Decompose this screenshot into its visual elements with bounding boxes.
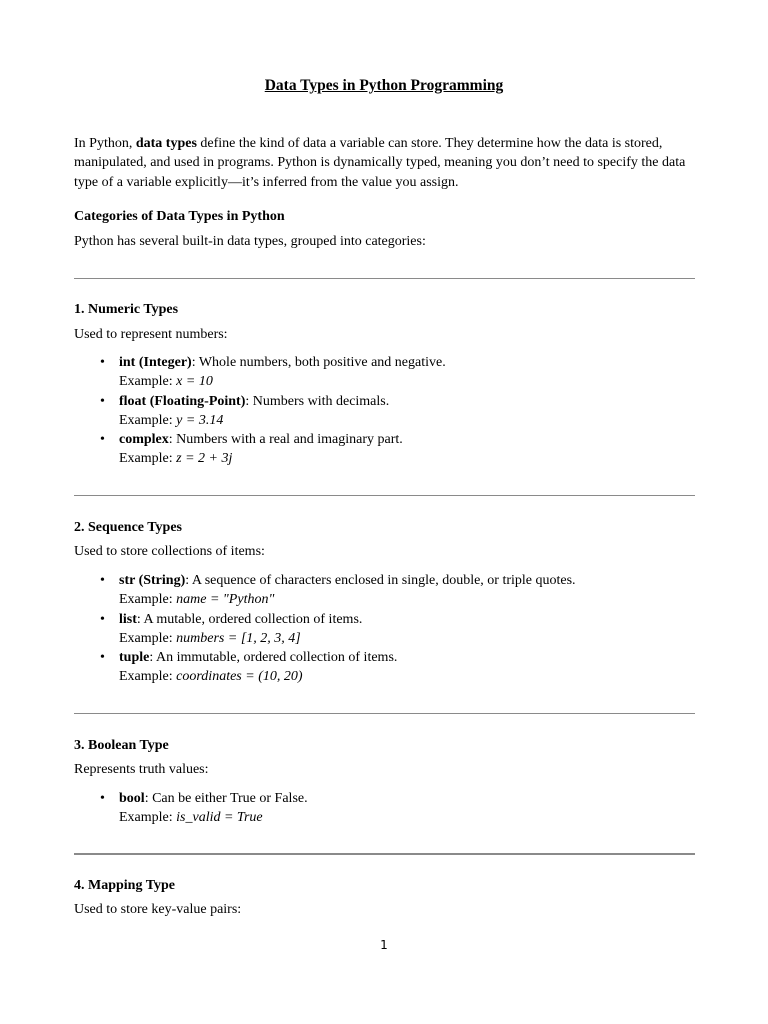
categories-heading: Categories of Data Types in Python [74,209,285,224]
bullet-icon: • [100,611,105,627]
section-description-numeric: Used to represent numbers: [74,327,228,342]
item-description: : Numbers with decimals. [245,393,390,409]
bullet-icon: • [100,393,105,409]
section-description-mapping: Used to store key-value pairs: [74,902,242,917]
bullet-icon: • [100,650,105,666]
page-number: 1 [380,938,388,952]
example-label: Example: [119,669,177,685]
section-heading-boolean: 3. Boolean Type [74,738,169,753]
item-description: : Numbers with a real and imaginary part. [168,432,403,448]
item-term: int (Integer) [119,355,192,370]
section-divider [74,278,695,279]
example-code: numbers = [1, 2, 3, 4] [176,630,301,646]
item-term: list [119,611,137,627]
list-item [100,610,700,649]
example-code: name = "Python" [176,592,275,608]
item-description: : Can be either True or False. [144,791,308,806]
example-label: Example: [119,592,177,608]
bullet-icon: • [100,432,105,448]
list-item [100,648,700,687]
sequence-types-list [100,571,700,687]
example-label: Example: [119,412,177,428]
list-item [100,430,700,469]
item-description: : A sequence of characters enclosed in single, double, or triple quotes. [185,573,576,588]
list-item [100,571,700,610]
item-term: str (String) [119,573,186,588]
item-description: : Whole numbers, both positive and negative. [191,355,446,370]
categories-text: Python has several built-in data types, grouped into categories: [74,234,426,249]
bullet-icon: • [100,355,105,370]
section-divider [74,713,695,714]
item-description: : An immutable, ordered collection of items. [149,650,398,666]
example-label: Example: [119,374,177,390]
section-description-sequence: Used to store collections of items: [74,544,265,559]
numeric-types-list [100,353,700,469]
section-description-boolean: Represents truth values: [74,762,209,777]
bullet-icon: • [100,573,105,588]
bullet-icon: • [100,791,105,806]
example-label: Example: [119,810,177,826]
list-item [100,392,700,431]
section-heading-numeric: 1. Numeric Types [74,302,179,317]
section-heading-mapping: 4. Mapping Type [74,878,176,893]
document-title: Data Types in Python Programming [264,77,504,94]
example-code: is_valid = True [176,810,263,826]
example-label: Example: [119,630,177,646]
item-term: complex [119,432,169,448]
section-heading-sequence: 2. Sequence Types [74,520,182,535]
item-term: float (Floating-Point) [119,393,246,409]
intro-lead: In Python, [74,136,136,151]
example-code: x = 10 [176,374,213,390]
item-term: tuple [119,650,150,666]
boolean-type-list [100,789,700,828]
example-code: coordinates = (10, 20) [176,669,303,685]
item-description: : A mutable, ordered collection of items. [136,611,363,627]
intro-bold-term: data types [135,136,197,151]
list-item [100,789,700,828]
example-code: y = 3.14 [176,412,224,428]
section-divider [74,853,695,855]
section-divider [74,495,695,496]
item-term: bool [119,791,145,806]
intro-rest: define the kind of data a variable can store. They determine how the data is stored, manipulated, and used in programs. Python is dynamically typed, meaning you don’t need to specify the data type of a variable explicitly—it’s inferred from the value you assign. [74,136,686,190]
example-code: z = 2 + 3j [176,451,233,467]
list-item [100,353,700,392]
example-label: Example: [119,451,177,467]
intro-paragraph [74,134,704,192]
